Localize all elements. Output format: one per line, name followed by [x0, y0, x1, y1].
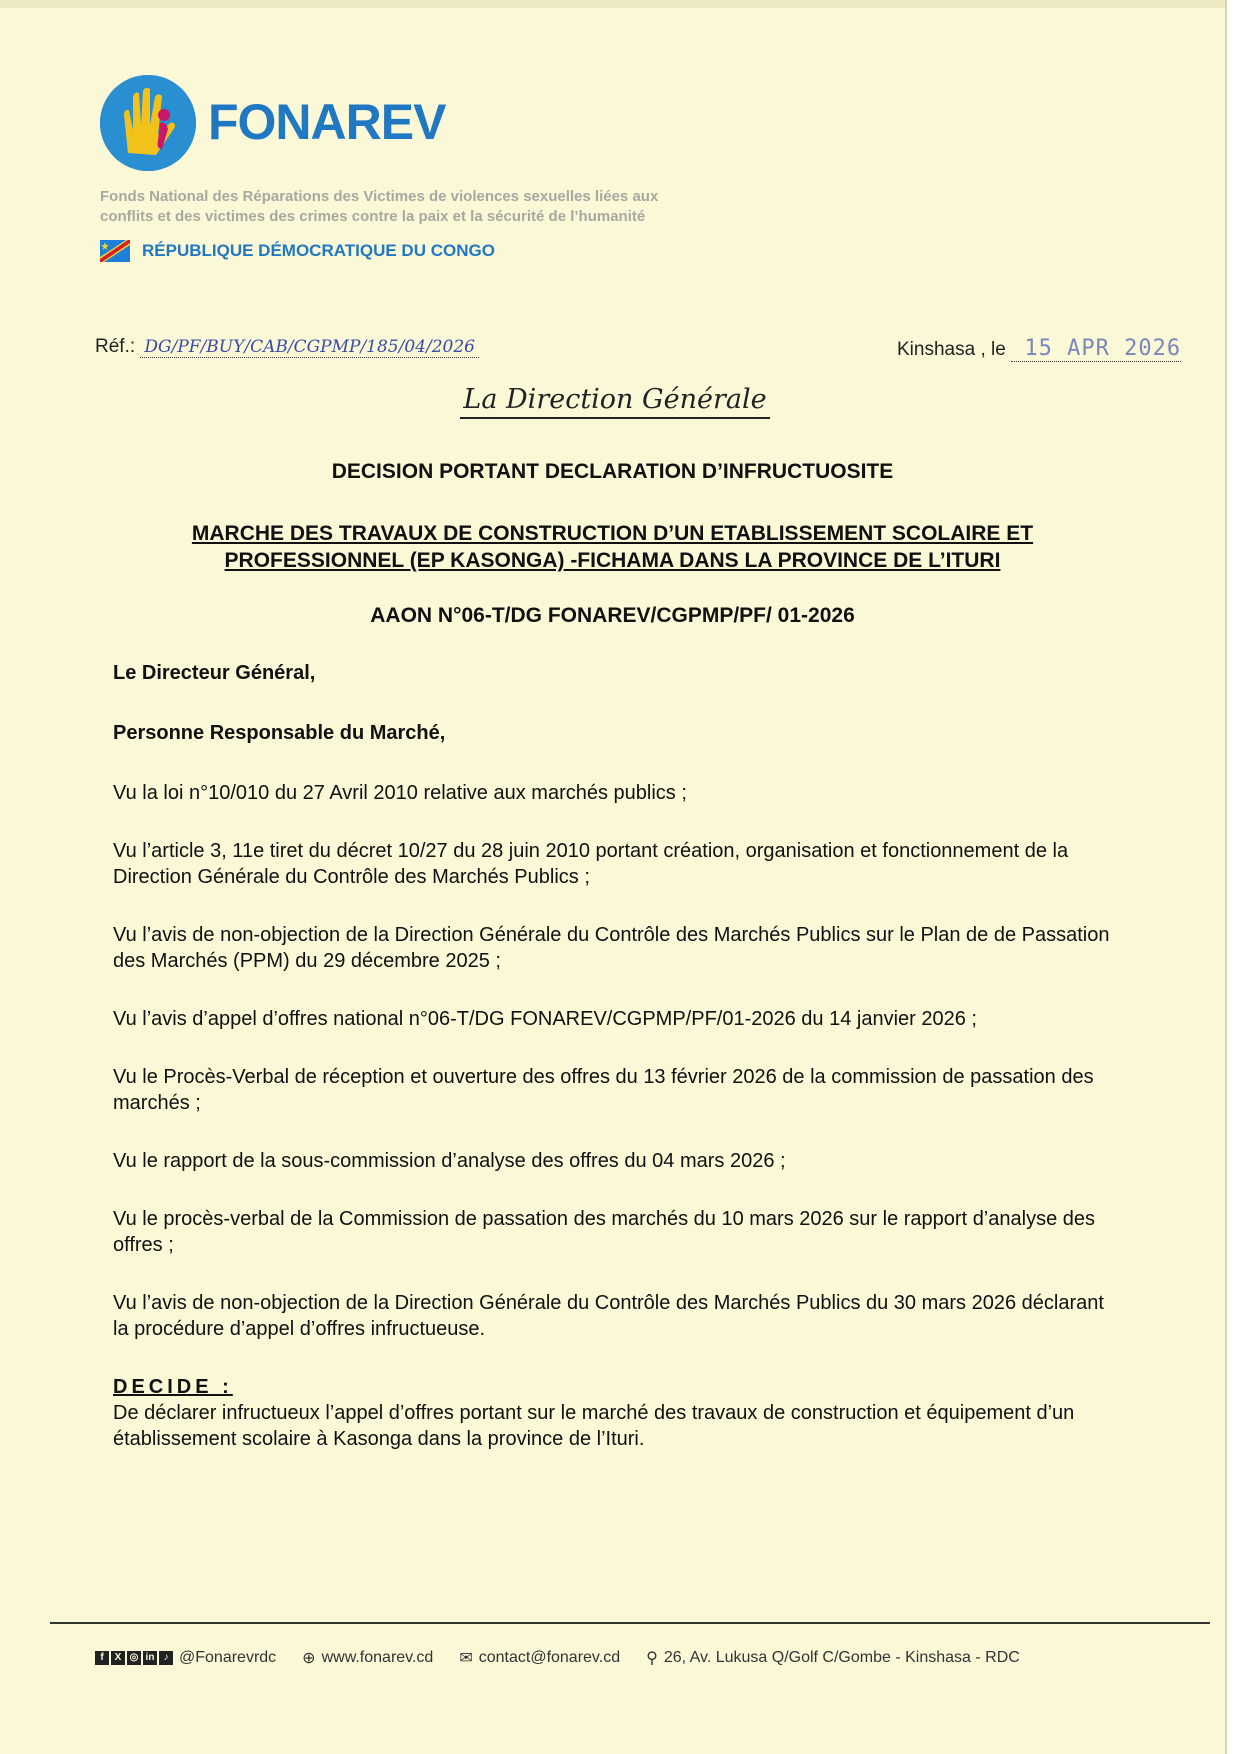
market-title-line-1: MARCHE DES TRAVAUX DE CONSTRUCTION D’UN ETABLISSEMENT SCOLAIRE ET	[191, 522, 1034, 545]
reference-line	[95, 336, 479, 358]
social-handle: @Fonarevrdc	[179, 1649, 277, 1666]
vu-paragraph: Vu l’avis d’appel d’offres national n°06-T/DG FONAREV/CGPMP/PF/01-2026 du 14 janvier 2026 ;	[113, 1008, 977, 1030]
globe-icon: ⊕	[302, 1650, 316, 1667]
reference-number: DG/PF/BUY/CAB/CGPMP/185/04/2026	[140, 337, 479, 358]
place-date-line	[897, 336, 1181, 362]
decision-body	[113, 660, 1113, 1484]
brand-name: FONAREV	[208, 94, 446, 150]
address-text: 26, Av. Lukusa Q/Golf C/Gombe - Kinshasa - RDC	[663, 1649, 1020, 1666]
decide-text: De déclarer infructueux l’appel d’offres portant sur le marché des travaux de construction et équipement d’un établissement scolaire à Kasonga dans la province de l’Ituri.	[113, 1402, 1075, 1450]
footer-address	[646, 1648, 1020, 1668]
vu-paragraph: Vu le Procès-Verbal de réception et ouverture des offres du 13 février 2026 de la commission de passation des marchés ;	[113, 1066, 1094, 1114]
website-link: www.fonarev.cd	[321, 1649, 434, 1666]
issuer-heading: La Direction Générale	[460, 384, 770, 419]
footer-email[interactable]	[459, 1648, 620, 1668]
x-icon: X	[111, 1651, 125, 1665]
director-line: Le Directeur Général,	[113, 662, 316, 684]
decide-heading: DECIDE :	[113, 1376, 233, 1398]
reference-label: Réf.:	[95, 336, 136, 357]
vu-paragraph: Vu l’article 3, 11e tiret du décret 10/27 du 28 juin 2010 portant création, organisation et fonctionnement de la Direction Générale du Contrôle des Marchés Publics ;	[113, 840, 1069, 888]
footer-divider	[50, 1622, 1210, 1624]
market-title	[0, 520, 1225, 574]
vu-paragraph: Vu la loi n°10/010 du 27 Avril 2010 relative aux marchés publics ;	[113, 782, 687, 804]
vu-paragraph: Vu le procès-verbal de la Commission de passation des marchés du 10 mars 2026 sur le rapport d’analyse des offres ;	[113, 1208, 1095, 1256]
footer	[95, 1648, 1215, 1668]
location-pin-icon: ⚲	[646, 1650, 658, 1667]
mail-icon: ✉	[459, 1650, 473, 1667]
vu-paragraph: Vu l’avis de non-objection de la Direction Générale du Contrôle des Marchés Publics du 30 mars 2026 déclarant la procédure d’appel d’offres infructueuse.	[113, 1292, 1104, 1340]
country-row	[100, 240, 495, 262]
subtitle-line-1: Fonds National des Réparations des Victimes de violences sexuelles liées aux	[100, 188, 659, 205]
fonarev-logo-icon	[100, 75, 196, 171]
social-icons	[95, 1651, 173, 1665]
country-name: RÉPUBLIQUE DÉMOCRATIQUE DU CONGO	[142, 241, 495, 260]
subtitle-line-2: conflits et des victimes des crimes contre la paix et la sécurité de l’humanité	[100, 208, 646, 225]
footer-website[interactable]	[302, 1648, 433, 1668]
vu-paragraph: Vu l’avis de non-objection de la Direction Générale du Contrôle des Marchés Publics sur le Plan de de Passation des Marchés (PPM) du 29 décembre 2025 ;	[113, 924, 1110, 972]
drc-flag-icon	[100, 240, 130, 262]
vu-paragraph: Vu le rapport de la sous-commission d’analyse des offres du 04 mars 2026 ;	[113, 1150, 786, 1172]
instagram-icon: ◎	[127, 1651, 141, 1665]
linkedin-icon: in	[143, 1651, 157, 1665]
place-label: Kinshasa , le	[897, 339, 1006, 360]
decision-title: DECISION PORTANT DECLARATION D’INFRUCTUOSITE	[331, 460, 894, 483]
date-stamp: 15 APR 2026	[1011, 336, 1181, 362]
facebook-icon: f	[95, 1651, 109, 1665]
tiktok-icon: ♪	[159, 1651, 173, 1665]
email-link: contact@fonarev.cd	[478, 1649, 621, 1666]
footer-social[interactable]	[95, 1649, 276, 1667]
aaon-number: AAON N°06-T/DG FONAREV/CGPMP/PF/ 01-2026	[370, 604, 855, 627]
responsable-line: Personne Responsable du Marché,	[113, 722, 446, 744]
brand-subtitle	[100, 187, 660, 227]
market-title-line-2: PROFESSIONNEL (EP KASONGA) -FICHAMA DANS LA PROVINCE DE L’ITURI	[224, 549, 1001, 572]
